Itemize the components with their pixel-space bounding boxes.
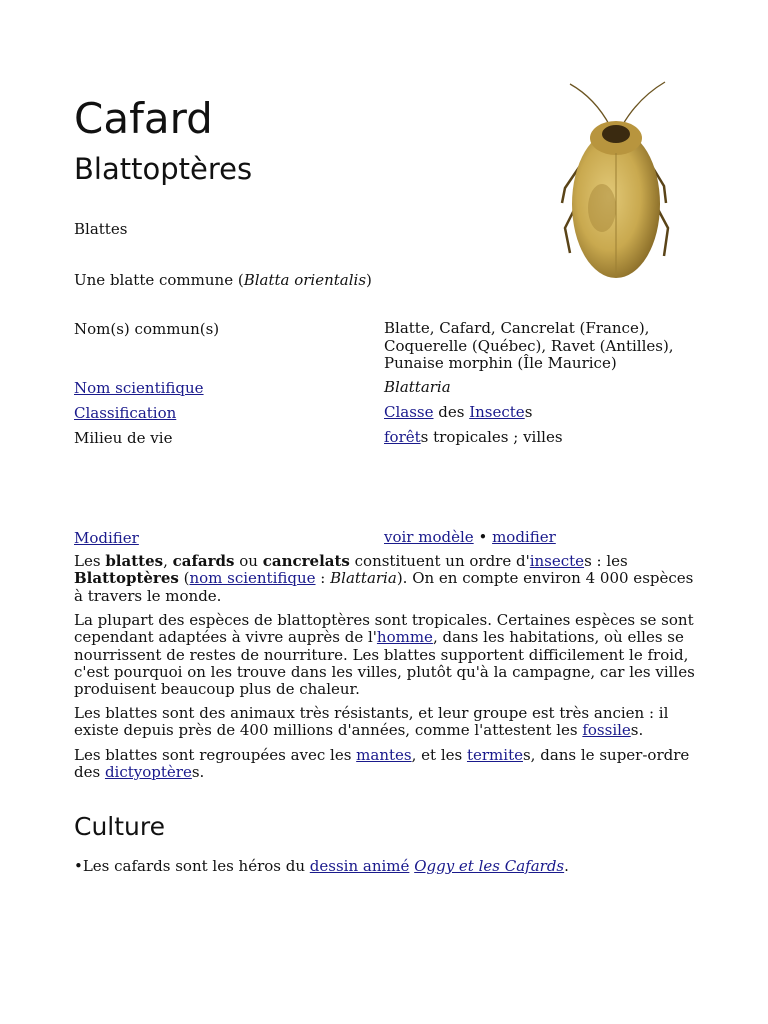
scientific-name-link[interactable]: Nom scientifique [74,379,204,397]
culture-item [74,858,699,875]
habitat-label: Milieu de vie [74,429,173,447]
text: ). On en compte environ 4 000 espèces à travers le monde. [74,569,694,605]
forest-link[interactable]: forêt [384,428,421,446]
classification-tail-text: s [524,403,533,421]
common-names-label: Nom(s) commun(s) [74,320,220,338]
page-subtitle: Blattoptères [74,152,253,186]
edit-template-link[interactable]: modifier [492,528,556,546]
paragraph-intro [74,553,699,605]
paragraph-history [74,705,699,740]
text: , dans les habitations, où elles se nourrissent de restes de nourriture. Les blattes supportent difficilement le froid, c'est pourquoi on les trouve dans les villes, plutôt qu'à la campagne, car les villes produisent beaucoup plus de chaleur. [74,628,695,699]
dictyoptera-link[interactable]: dictyoptère [104,763,192,782]
template-links [384,529,704,547]
common-names-value: Blatte, Cafard, Cancrelat (France), Coquerelle (Québec), Ravet (Antilles), Punaise morphin (Île Maurice) [384,319,674,372]
bold-term: cancrelats [262,552,350,570]
text: . [564,857,569,875]
fossil-link[interactable]: fossile [582,721,631,740]
text: s. [191,763,205,782]
text: , et les [411,746,467,764]
culture-heading: Culture [74,812,166,841]
text: : [315,569,331,588]
bullet-separator: • [478,528,488,546]
bold-term: cafards [172,552,235,570]
text: La plupart des espèces de blattoptères sont tropicales. Certaines espèces se sont cependant adaptées à vivre auprès de l' [74,611,694,647]
text: s. [630,721,644,740]
oggy-link[interactable] [414,857,564,875]
text: Les blattes sont regroupées avec les [74,746,357,764]
text: •Les cafards sont les héros du [74,857,310,875]
scientific-name-link[interactable]: nom scientifique [189,569,316,588]
bold-term: blattes [105,552,164,570]
habitat-tail-text: s tropicales ; villes [420,428,563,446]
view-template-link[interactable]: voir modèle [384,528,474,546]
termite-link[interactable]: termite [466,746,523,764]
scientific-name-value: Blattaria [384,378,451,396]
paragraph-habitat [74,612,699,698]
classification-value [384,404,704,422]
caption-species: Blatta orientalis [243,271,367,289]
text: constituent un ordre d' [349,552,530,570]
text: Les blattes sont des animaux très résistants, et leur groupe est très ancien : il existe depuis près de 400 millions d'années, comme l'attestent les [74,704,669,740]
italic-term: Blattaria [330,569,397,588]
habitat-value [384,429,704,447]
mantis-link[interactable]: mantes [356,746,412,764]
insect-link[interactable]: insecte [529,552,585,570]
cockroach-image [540,78,695,283]
text: ou [234,552,263,570]
edit-link[interactable]: Modifier [74,529,139,547]
cartoon-link[interactable]: dessin animé [309,857,410,875]
text: , [163,552,173,570]
human-link[interactable]: homme [376,628,433,647]
image-caption [74,271,372,289]
alternate-name: Blattes [74,220,128,238]
caption-text-end: ) [366,271,372,289]
text: Les [74,552,106,570]
classification-mid-text: des [433,403,470,421]
insect-link[interactable]: Insecte [469,403,525,421]
text: s : les [584,552,628,570]
paragraph-classification [74,747,699,782]
bold-term: Blattoptères [74,569,179,588]
text: ( [178,569,190,588]
class-link[interactable]: Classe [384,403,434,421]
text: s, dans le super-ordre des [74,746,690,782]
classification-link[interactable]: Classification [74,404,177,422]
page-title: Cafard [74,94,213,143]
oggy-title: Oggy et les Cafards [414,857,565,875]
caption-text: Une blatte commune ( [74,271,244,289]
